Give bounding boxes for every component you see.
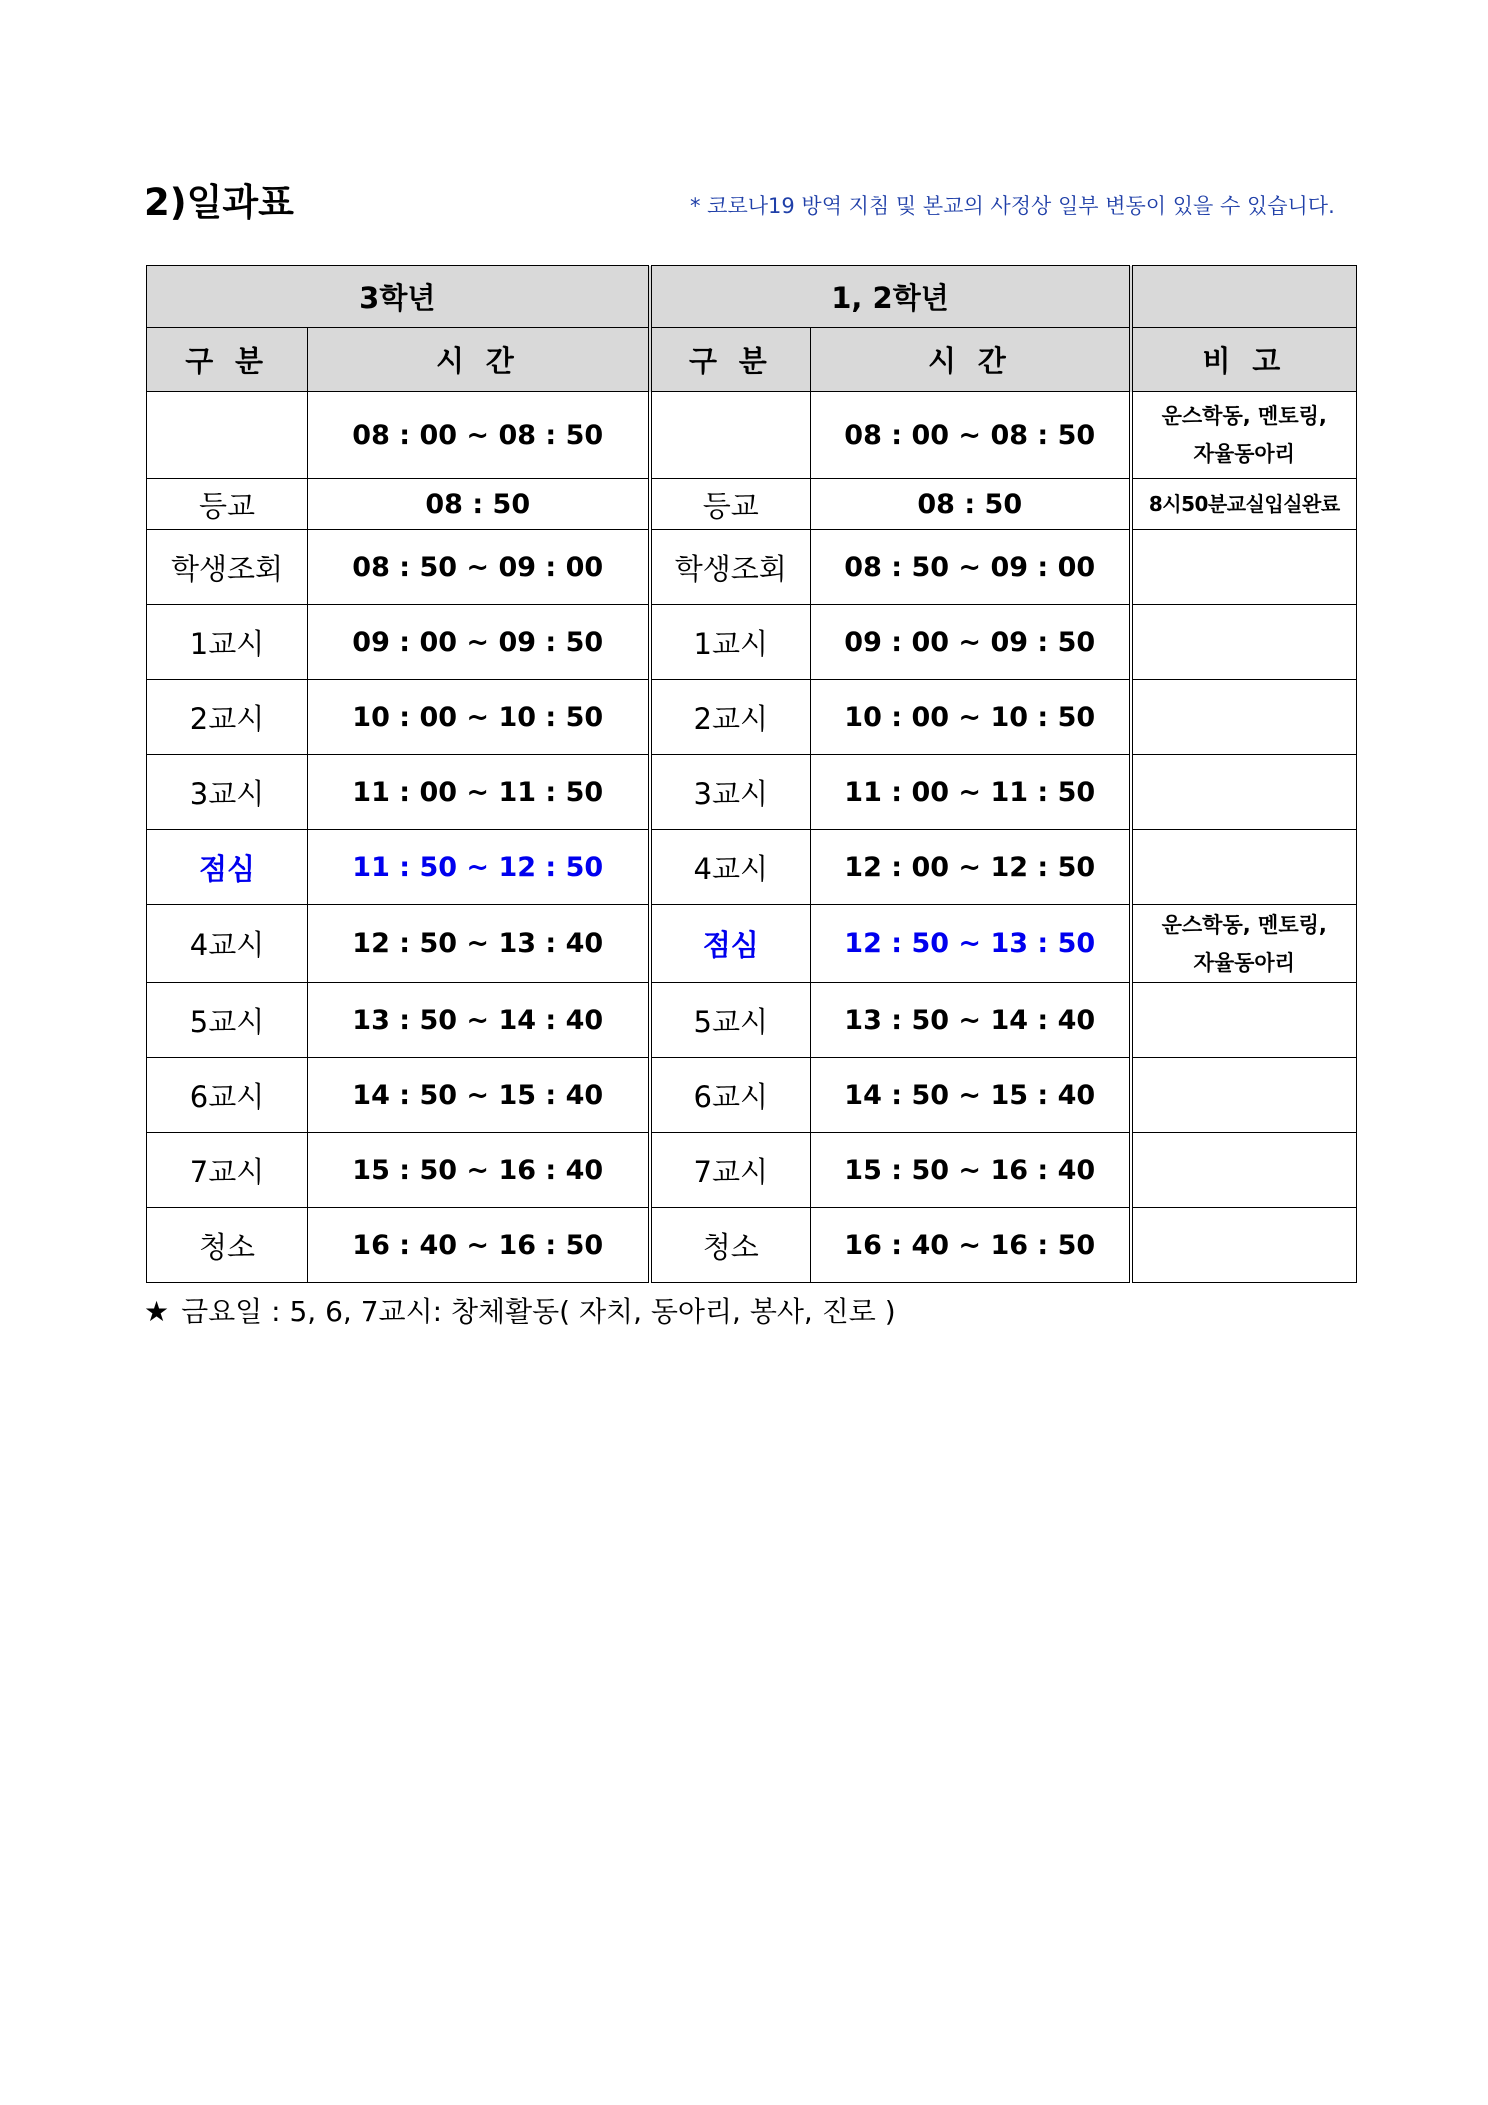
- time-cell: 11 : 00 ~ 11 : 50: [308, 755, 650, 830]
- note-cell: [1131, 905, 1357, 983]
- page-title: 2)일과표: [144, 181, 294, 224]
- time-cell: 13 : 50 ~ 14 : 40: [811, 983, 1131, 1058]
- note-cell: [1131, 392, 1357, 479]
- category-cell: 5교시: [147, 983, 308, 1058]
- time-cell: 08 : 50 ~ 09 : 00: [811, 530, 1131, 605]
- footnote-text: 금요일 : 5, 6, 7교시: 창체활동( 자치, 동아리, 봉사, 진로 ): [181, 1295, 896, 1328]
- category-cell: 등교: [147, 479, 308, 530]
- category-cell: 청소: [147, 1208, 308, 1283]
- time-cell: 12 : 50 ~ 13 : 40: [308, 905, 650, 983]
- category-cell: 7교시: [650, 1133, 811, 1208]
- table-row: [147, 1208, 1357, 1283]
- category-cell: 학생조회: [650, 530, 811, 605]
- note-cell: 8시50분교실입실완료: [1131, 479, 1357, 530]
- note-cell: [1131, 680, 1357, 755]
- time-cell: 16 : 40 ~ 16 : 50: [308, 1208, 650, 1283]
- category-cell: 6교시: [147, 1058, 308, 1133]
- note-header: 비 고: [1131, 328, 1357, 392]
- time-cell: 15 : 50 ~ 16 : 40: [308, 1133, 650, 1208]
- group-header-row: [147, 266, 1357, 328]
- time-cell: 11 : 00 ~ 11 : 50: [811, 755, 1131, 830]
- note-line: 자율동아리: [1193, 442, 1295, 466]
- category-cell: 1교시: [147, 605, 308, 680]
- time-cell: 13 : 50 ~ 14 : 40: [308, 983, 650, 1058]
- category-cell: 4교시: [650, 830, 811, 905]
- category-cell: 3교시: [147, 755, 308, 830]
- category-header-b: 구 분: [650, 328, 811, 392]
- time-cell: 15 : 50 ~ 16 : 40: [811, 1133, 1131, 1208]
- category-cell: 5교시: [650, 983, 811, 1058]
- table-row: [147, 680, 1357, 755]
- category-cell: 3교시: [650, 755, 811, 830]
- friday-footnote: [144, 1290, 896, 1330]
- table-row: [147, 392, 1357, 479]
- note-cell: [1131, 1208, 1357, 1283]
- table-row: [147, 983, 1357, 1058]
- note-cell: [1131, 983, 1357, 1058]
- table-row: [147, 479, 1357, 530]
- note-line: 운스학동, 멘토링,: [1161, 912, 1327, 937]
- time-cell: 14 : 50 ~ 15 : 40: [308, 1058, 650, 1133]
- time-header-a: 시 간: [308, 328, 650, 392]
- note-cell: [1131, 605, 1357, 680]
- daily-schedule-table: [146, 265, 1357, 1283]
- category-cell: 등교: [650, 479, 811, 530]
- lunch-label-cell: 점심: [147, 830, 308, 905]
- category-cell: 7교시: [147, 1133, 308, 1208]
- time-cell: 14 : 50 ~ 15 : 40: [811, 1058, 1131, 1133]
- notice-text: * 코로나19 방역 지침 및 본교의 사정상 일부 변동이 있을 수 있습니다.: [690, 194, 1335, 218]
- category-cell: 2교시: [147, 680, 308, 755]
- time-cell: 12 : 00 ~ 12 : 50: [811, 830, 1131, 905]
- lunch-time-cell: 11 : 50 ~ 12 : 50: [308, 830, 650, 905]
- blank-header-cell: [1131, 266, 1357, 328]
- note-cell: [1131, 1058, 1357, 1133]
- time-cell: 08 : 50: [811, 479, 1131, 530]
- table-row: [147, 1133, 1357, 1208]
- time-cell: 08 : 50 ~ 09 : 00: [308, 530, 650, 605]
- column-header-row: [147, 328, 1357, 392]
- note-cell: [1131, 1133, 1357, 1208]
- time-cell: 08 : 00 ~ 08 : 50: [811, 392, 1131, 479]
- note-cell: [1131, 530, 1357, 605]
- note-line: 운스학동, 멘토링,: [1161, 404, 1327, 428]
- note-cell: [1131, 755, 1357, 830]
- table-row: [147, 605, 1357, 680]
- grade12-header: 1, 2학년: [650, 266, 1131, 328]
- note-line: 자율동아리: [1193, 950, 1295, 975]
- table-row: [147, 755, 1357, 830]
- category-cell: 6교시: [650, 1058, 811, 1133]
- grade3-header: 3학년: [147, 266, 650, 328]
- time-cell: 09 : 00 ~ 09 : 50: [811, 605, 1131, 680]
- table-row: [147, 1058, 1357, 1133]
- category-cell: 2교시: [650, 680, 811, 755]
- category-cell: 청소: [650, 1208, 811, 1283]
- time-cell: 09 : 00 ~ 09 : 50: [308, 605, 650, 680]
- time-cell: 16 : 40 ~ 16 : 50: [811, 1208, 1131, 1283]
- category-cell: [650, 392, 811, 479]
- table-row: [147, 830, 1357, 905]
- time-cell: 10 : 00 ~ 10 : 50: [308, 680, 650, 755]
- black-star-icon: ★: [144, 1295, 170, 1328]
- time-cell: 08 : 00 ~ 08 : 50: [308, 392, 650, 479]
- category-cell: [147, 392, 308, 479]
- category-cell: 학생조회: [147, 530, 308, 605]
- table-row: [147, 530, 1357, 605]
- category-cell: 4교시: [147, 905, 308, 983]
- lunch-label-cell: 점심: [650, 905, 811, 983]
- table-row: [147, 905, 1357, 983]
- time-header-b: 시 간: [811, 328, 1131, 392]
- note-cell: [1131, 830, 1357, 905]
- category-cell: 1교시: [650, 605, 811, 680]
- category-header-a: 구 분: [147, 328, 308, 392]
- lunch-time-cell: 12 : 50 ~ 13 : 50: [811, 905, 1131, 983]
- time-cell: 10 : 00 ~ 10 : 50: [811, 680, 1131, 755]
- time-cell: 08 : 50: [308, 479, 650, 530]
